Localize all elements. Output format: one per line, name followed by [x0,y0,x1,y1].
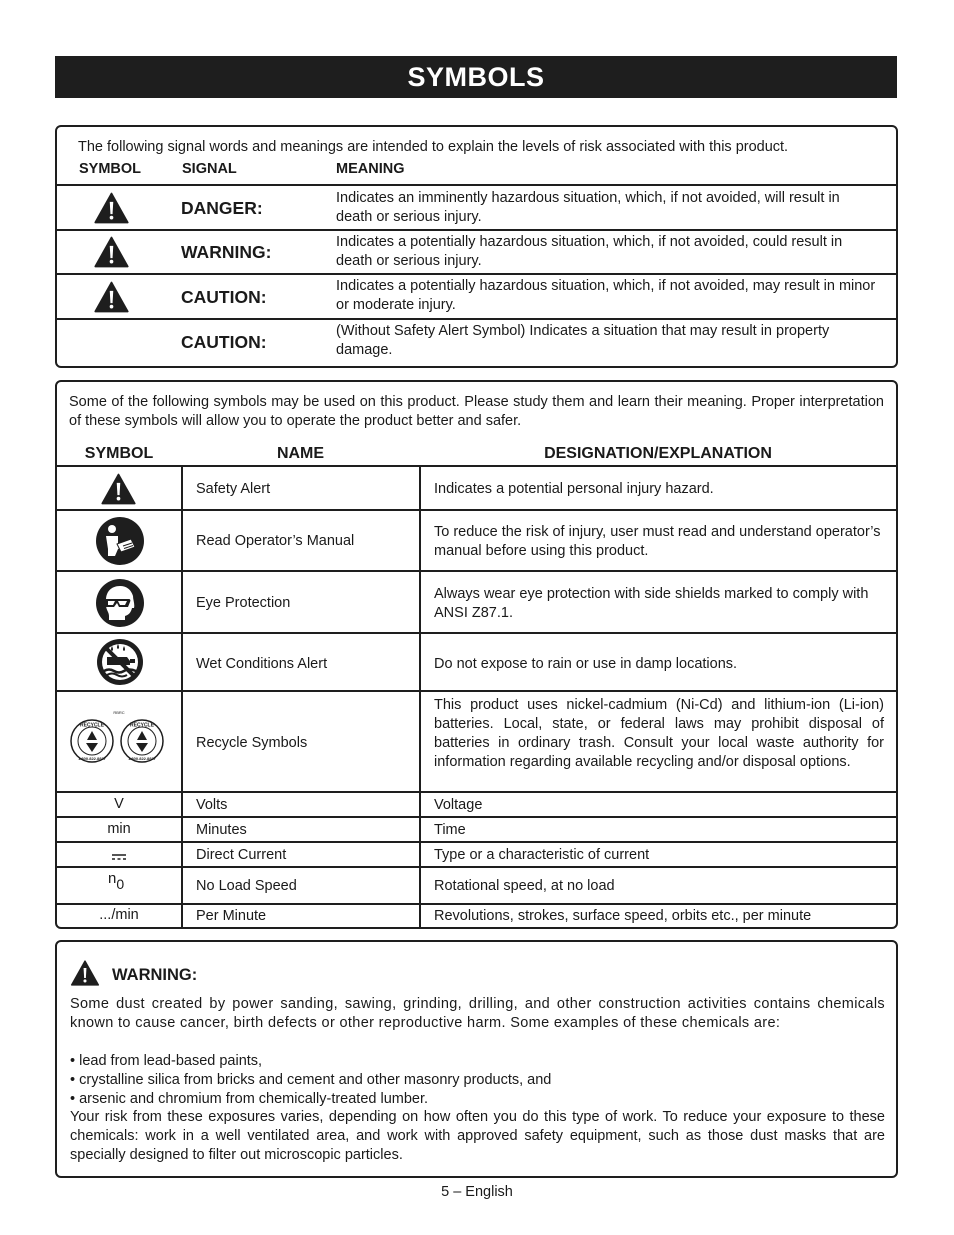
symbol-text: .../min [99,907,139,923]
direct-current-icon [112,854,126,860]
warning-para2: Your risk from these exposures varies, depending on how often you do this type of work. To reduce your exposure to these chemicals: work in a well ventilated area, and work with approved safety equipment, such as those dust masks that are specially designed to filter out microscopic particles. [70,1109,885,1163]
symbol-name: Volts [196,797,228,813]
symbol-name: Safety Alert [196,481,271,497]
symbol-designation: Rotational speed, at no load [434,878,615,894]
symbol-name: Eye Protection [196,595,291,611]
svg-text:RECYCLE: RECYCLE [80,722,104,729]
warning-bullet: • crystalline silica from bricks and cement and other masonry products, and [70,1072,552,1088]
symbols-box [55,380,898,929]
signal-word: CAUTION: [181,332,267,352]
symbol-name: Per Minute [196,908,267,924]
symbol-name: Minutes [196,822,247,838]
signal-row [57,186,896,229]
warning-bullet: • lead from lead-based paints, [70,1053,263,1069]
no-load-speed-symbol: n0 [108,870,125,892]
header-signal: SIGNAL [182,161,237,177]
symbol-name: Wet Conditions Alert [196,656,328,672]
safety-alert-icon [94,236,129,268]
warning-title: WARNING: [112,966,198,984]
signal-intro: The following signal words and meanings are intended to explain the levels of risk associated with this product. [78,139,789,155]
warning-para1: Some dust created by power sanding, sawing, grinding, drilling, and other construction activities contains chemicals known to cause cancer, birth defects or other reproductive harm. Some examples of these chemicals are: [70,996,885,1031]
symbol-designation: This product uses nickel-cadmium (Ni-Cd) and lithium-ion (Li-ion) batteries. Local, state, or federal laws may prohibit disposal of batteries in ordinary trash. Consult your local waste authority for information regarding available recycling and/or disposal options. [434,697,884,770]
header-designation: DESIGNATION/EXPLANATION [544,445,772,462]
header-symbol: SYMBOL [79,161,142,177]
symbol-name: Direct Current [196,847,287,863]
signal-row [57,231,896,273]
page-footer: 5 – English [441,1184,513,1200]
symbol-designation: Indicates a potential personal injury hazard. [434,481,714,497]
header-symbol: SYMBOL [84,445,154,462]
column-divider [419,465,421,927]
symbol-name: Read Operator’s Manual [196,533,355,549]
recycle-seal-icon [70,719,114,763]
header-meaning: MEANING [336,161,405,177]
svg-text:RECYCLE: RECYCLE [130,722,154,729]
symbol-designation: Voltage [434,797,483,813]
signal-meaning: (Without Safety Alert Symbol) Indicates a situation that may result in property damage. [336,323,830,358]
signal-row [57,275,896,318]
symbol-designation: Time [434,822,466,838]
symbols-intro: Some of the following symbols may be used on this product. Please study them and learn their meaning. Proper interpretation of these symbols will allow you to operate the product better and safer. [69,394,884,429]
signal-meaning: Indicates an imminently hazardous situation, which, if not avoided, will result in death or serious injury. [336,190,840,225]
signal-row [57,320,896,366]
signal-word: CAUTION: [181,287,267,307]
symbol-designation: Type or a characteristic of current [434,847,650,863]
read-manual-icon [95,516,145,566]
header-name: NAME [276,445,325,462]
signal-meaning: Indicates a potentially hazardous situation, which, if not avoided, could result in death or serious injury. [336,234,843,269]
signal-word: WARNING: [181,242,272,262]
recycle-seal-icon [120,719,164,763]
eye-protection-icon [95,578,145,628]
warning-box [55,940,898,1178]
symbol-designation: Do not expose to rain or use in damp locations. [434,656,738,672]
signal-words-box [55,125,898,368]
symbol-designation: To reduce the risk of injury, user must read and understand operator’s manual before using this product. [434,524,881,559]
warning-triangle-icon [70,960,100,986]
symbol-text: min [107,821,131,837]
symbol-name: Recycle Symbols [196,735,308,751]
signal-word: DANGER: [181,198,263,218]
safety-alert-icon [94,192,129,224]
column-divider [181,465,183,927]
safety-alert-icon [101,473,136,505]
symbol-designation: Always wear eye protection with side shields marked to comply with ANSI Z87.1. [434,586,869,621]
symbol-name: No Load Speed [196,878,297,894]
recycle-seal-mid: RBRC [113,710,125,715]
safety-alert-icon [94,281,129,313]
signal-meaning: Indicates a potentially hazardous situation, which, if not avoided, may result in minor or moderate injury. [336,278,876,313]
page-title: SYMBOLS [55,56,897,98]
svg-text:1.800.822.8837: 1.800.822.8837 [128,756,156,761]
symbol-designation: Revolutions, strokes, surface speed, orbits etc., per minute [434,908,812,924]
symbol-text: V [114,796,124,812]
svg-text:1.800.822.8837: 1.800.822.8837 [78,756,106,761]
wet-conditions-icon [96,638,144,686]
warning-bullet: • arsenic and chromium from chemically-treated lumber. [70,1091,429,1107]
